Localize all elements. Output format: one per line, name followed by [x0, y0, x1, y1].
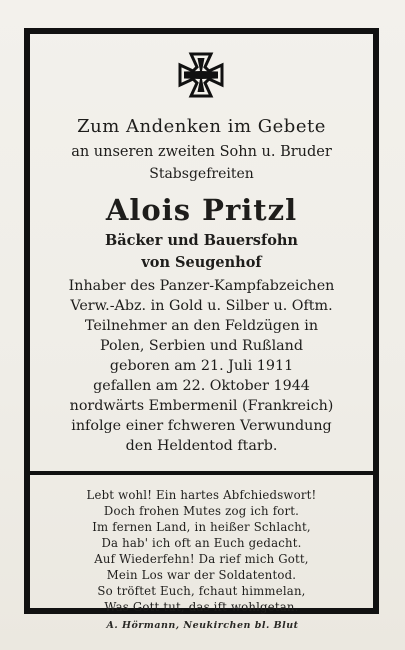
poem-line: So tröftet Euch, fchaut himmelan,: [97, 584, 306, 598]
deceased-name: Alois Pritzl: [105, 193, 298, 227]
bio-line: infolge einer fchweren Verwundung: [71, 418, 332, 434]
poem-line: Da hab' ich oft an Euch gedacht.: [101, 536, 302, 550]
divider-rule: [30, 471, 373, 475]
poem-line: Auf Wiederfehn! Da rief mich Gott,: [94, 552, 309, 566]
bio-line: den Heldentod ftarb.: [125, 438, 278, 454]
death-date-line: gefallen am 22. Oktober 1944: [93, 378, 310, 394]
bio-line: Polen, Serbien und Rußland: [99, 338, 304, 354]
rank-line: Stabsgefreiten: [149, 166, 254, 182]
poem-line: Mein Los war der Soldatentod.: [106, 568, 297, 582]
printer-imprint: A. Hörmann, Neukirchen bl. Blut: [106, 620, 299, 631]
bio-line: Verw.-Abz. in Gold u. Silber u. Oftm.: [70, 298, 333, 314]
iron-cross-icon: [176, 50, 226, 100]
occupation-line: Bäcker und Bauersfohn: [105, 232, 298, 249]
bio-line: Teilnehmer an den Feldzügen in: [84, 318, 319, 334]
poem-line: Lebt wohl! Ein hartes Abfchiedswort!: [86, 488, 317, 502]
bio-line: nordwärts Embermenil (Frankreich): [69, 398, 334, 414]
dedication-line: an unseren zweiten Sohn u. Bruder: [71, 144, 332, 160]
bio-line: Inhaber des Panzer-Kampfabzeichen: [68, 278, 335, 294]
poem-line: Was Gott tut, das ift wohlgetan.: [104, 600, 299, 614]
remembrance-heading: Zum Andenken im Gebete: [77, 116, 326, 137]
poem-line: Doch frohen Mutes zog ich fort.: [103, 504, 300, 518]
origin-line: von Seugenhof: [141, 254, 262, 271]
birth-date-line: geboren am 21. Juli 1911: [109, 358, 294, 374]
poem-line: Im fernen Land, in heißer Schlacht,: [92, 520, 311, 534]
